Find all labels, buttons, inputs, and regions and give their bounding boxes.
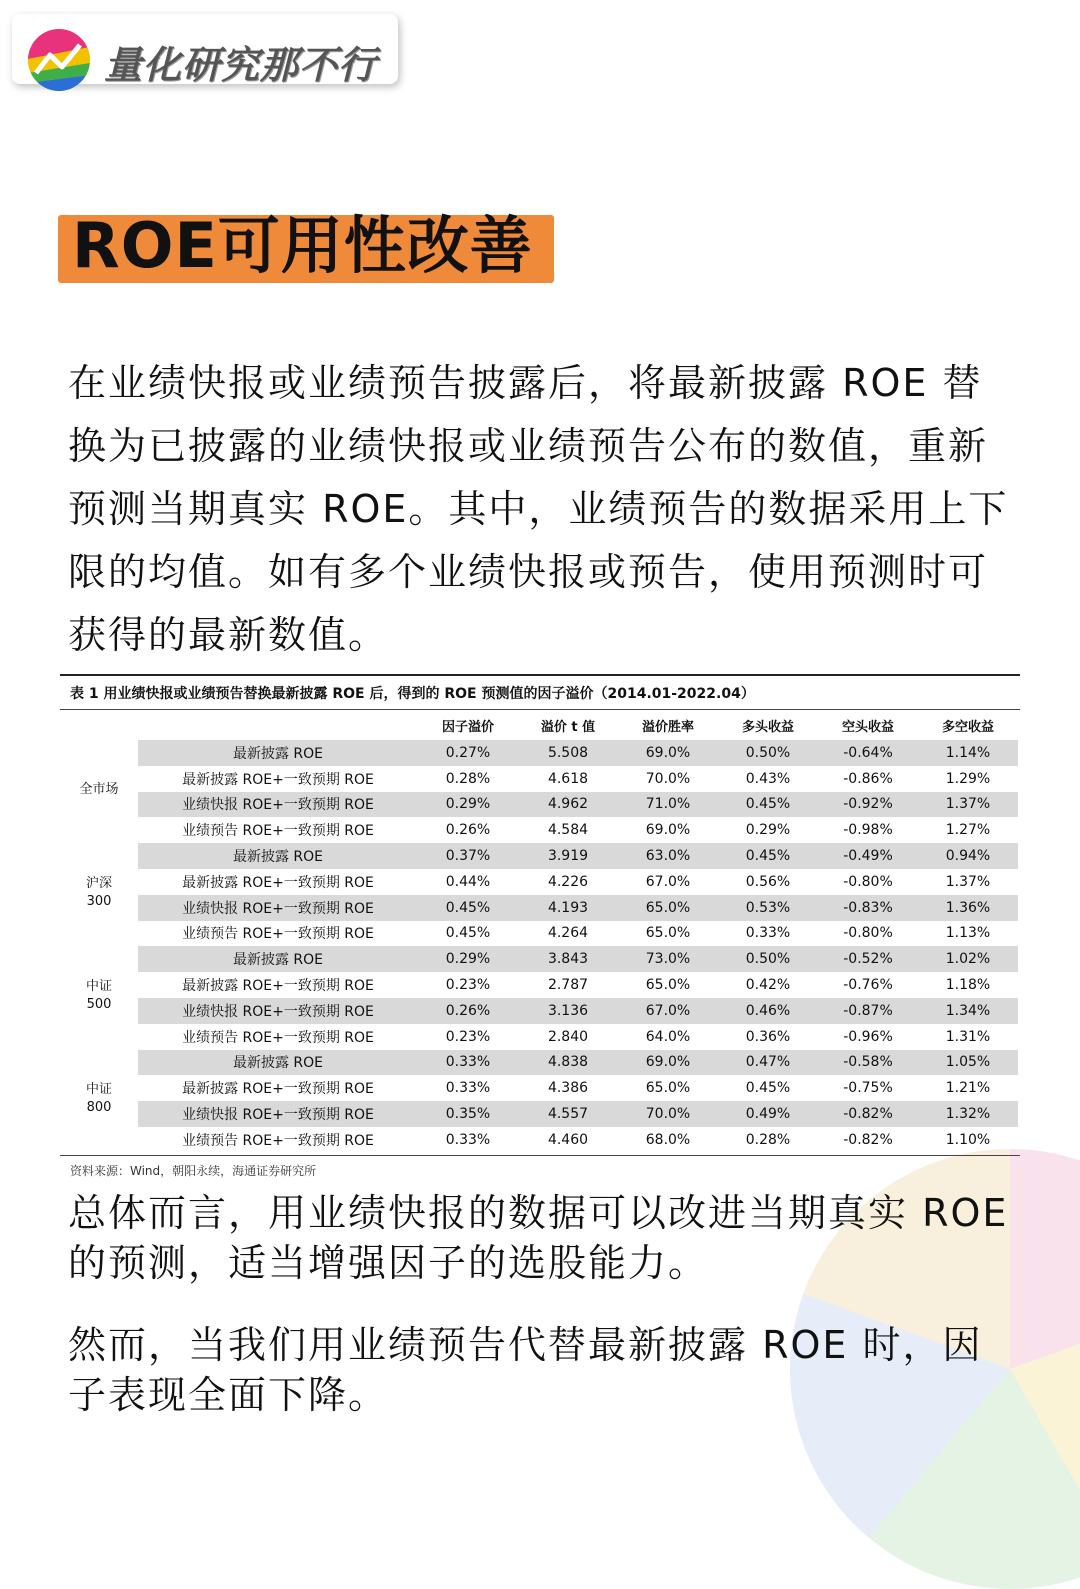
table-cell: 4.226 [547,873,589,890]
table-cell: 0.23% [445,977,491,994]
row-label: 业绩快报 ROE+一致预期 ROE [138,1101,418,1127]
table-cell: 4.584 [547,822,589,839]
table-cell: 69.0% [645,822,691,839]
table-cell: 0.42% [745,977,791,994]
table-cell: 1.10% [945,1131,991,1148]
row-label: 业绩快报 ROE+一致预期 ROE [138,998,418,1024]
table-cell: 1.02% [918,946,1018,972]
table-cell: 1.05% [918,1050,1018,1076]
table-cell: -0.82% [843,1131,893,1148]
table-cell: 4.386 [547,1080,589,1097]
row-label: 业绩预告 ROE+一致预期 ROE [182,926,374,943]
table-cell: 0.45% [445,925,491,942]
table-cell: -0.87% [818,998,918,1024]
table-cell: -0.52% [818,946,918,972]
table-cell: 0.29% [745,822,791,839]
brand-logo-icon [28,29,90,91]
table-cell: 1.31% [945,1028,991,1045]
header-long-return: 多头收益 [741,719,794,735]
table-cell: 70.0% [645,770,691,787]
table-cell: -0.92% [818,792,918,818]
table-cell: 0.50% [718,946,818,972]
table-cell: -0.96% [843,1028,893,1045]
table-cell: 0.29% [418,946,518,972]
table-cell: 0.28% [745,1131,791,1148]
header-factor-premium: 因子溢价 [441,719,494,735]
brand-badge [12,14,398,87]
factor-premium-table [60,674,1020,1185]
table-row [60,1050,1020,1076]
table-cell: 1.29% [945,770,991,787]
row-label: 最新披露 ROE [138,843,418,869]
row-label: 业绩预告 ROE+一致预期 ROE [182,1132,374,1149]
table-row [60,946,1020,972]
row-label: 最新披露 ROE [138,1050,418,1076]
row-label: 最新披露 ROE [138,740,418,766]
group-label: 中证 800 [85,1082,112,1116]
table-source: 资料来源：Wind，朝阳永续，海通证券研究所 [70,1163,317,1178]
table-cell: 0.23% [445,1028,491,1045]
header-win-rate: 溢价胜率 [641,719,694,735]
table-cell: -0.75% [843,1080,893,1097]
table-cell: 0.36% [745,1028,791,1045]
table-cell: 0.35% [418,1101,518,1127]
table-cell: 4.557 [518,1101,618,1127]
table-cell: 73.0% [618,946,718,972]
table-cell: 0.26% [445,822,491,839]
table-cell: 4.460 [547,1131,589,1148]
table-row [60,1024,1020,1050]
table-row [60,740,1020,766]
table-cell: 64.0% [645,1028,691,1045]
table-cell: 2.840 [547,1028,589,1045]
table-cell: 4.838 [518,1050,618,1076]
table-cell: -0.86% [843,770,893,787]
table-cell: 0.28% [445,770,491,787]
table-cell: 65.0% [645,1080,691,1097]
table-cell: 1.37% [945,873,991,890]
conclusion-paragraph: 然而，当我们用业绩预告代替最新披露 ROE 时，因子表现全面下降。 [68,1323,983,1417]
table-cell: 0.27% [418,740,518,766]
table-cell: 3.843 [518,946,618,972]
table-cell: 0.45% [745,1080,791,1097]
row-label: 业绩预告 ROE+一致预期 ROE [182,823,374,840]
table-cell: 67.0% [645,873,691,890]
table-cell: -0.98% [843,822,893,839]
table-cell: 0.33% [745,925,791,942]
table-cell: 63.0% [618,843,718,869]
group-label: 沪深 300 [85,875,112,909]
row-label: 业绩快报 ROE+一致预期 ROE [138,792,418,818]
table-cell: 1.34% [918,998,1018,1024]
table-cell: -0.64% [818,740,918,766]
table-cell: 0.26% [418,998,518,1024]
table-cell: -0.80% [843,873,893,890]
table-row [60,998,1020,1024]
table-cell: 0.56% [745,873,791,890]
table-cell: 3.919 [518,843,618,869]
table-cell: 0.33% [445,1080,491,1097]
table-cell: 0.47% [718,1050,818,1076]
table-cell: 5.508 [518,740,618,766]
table-row [60,1075,1020,1101]
table-cell: 0.45% [418,895,518,921]
table-body [60,740,1020,1153]
table-cell: 1.36% [918,895,1018,921]
table-cell: 0.53% [718,895,818,921]
table-cell: 1.32% [918,1101,1018,1127]
table-cell: 1.18% [945,977,991,994]
table-cell: -0.58% [818,1050,918,1076]
table-row [60,766,1020,792]
row-label: 最新披露 ROE+一致预期 ROE [182,874,374,891]
table-cell: -0.76% [843,977,893,994]
row-label: 最新披露 ROE+一致预期 ROE [182,771,374,788]
header-short-return: 空头收益 [841,719,894,735]
table-cell: 4.962 [518,792,618,818]
table-cell: 0.33% [445,1131,491,1148]
table-cell: 1.13% [945,925,991,942]
table-cell: -0.83% [818,895,918,921]
page-title: ROE可用性改善 [72,209,533,282]
table-cell: 65.0% [645,977,691,994]
table-cell: 4.618 [547,770,589,787]
table-cell: 4.264 [547,925,589,942]
table-row [60,869,1020,895]
table-cell: 69.0% [618,1050,718,1076]
table-cell: 0.94% [918,843,1018,869]
row-label: 业绩预告 ROE+一致预期 ROE [182,1029,374,1046]
table-cell: 0.29% [418,792,518,818]
table-cell: 65.0% [618,895,718,921]
table-cell: 0.37% [418,843,518,869]
table-cell: -0.82% [818,1101,918,1127]
table-cell: 3.136 [518,998,618,1024]
table-cell: 0.45% [718,792,818,818]
table-cell: -0.49% [818,843,918,869]
row-label: 最新披露 ROE [138,946,418,972]
row-label: 最新披露 ROE+一致预期 ROE [182,978,374,995]
group-label: 全市场 [79,781,119,797]
header-long-short-return: 多空收益 [941,719,994,735]
table-row [60,1127,1020,1153]
row-label: 业绩快报 ROE+一致预期 ROE [138,895,418,921]
table-cell: 0.46% [718,998,818,1024]
table-row [60,895,1020,921]
table-cell: 68.0% [645,1131,691,1148]
table-row [60,843,1020,869]
table-cell: 0.43% [745,770,791,787]
table-cell: 70.0% [618,1101,718,1127]
table-header-row [60,710,1020,740]
table-cell: 1.27% [945,822,991,839]
brand-name: 量化研究那不行 [104,43,378,87]
table-cell: 1.37% [918,792,1018,818]
table-caption: 表 1 用业绩快报或业绩预告替换最新披露 ROE 后，得到的 ROE 预测值的因子溢价（2014.01-2022.04） [70,686,755,702]
table-cell: 0.44% [445,873,491,890]
table-cell: 69.0% [618,740,718,766]
table-cell: 71.0% [618,792,718,818]
table-cell: 67.0% [618,998,718,1024]
row-label: 最新披露 ROE+一致预期 ROE [182,1081,374,1098]
table-cell: 2.787 [547,977,589,994]
table-cell: 1.14% [918,740,1018,766]
table-row [60,972,1020,998]
table-row [60,792,1020,818]
table-cell: 0.45% [718,843,818,869]
table-cell: 0.33% [418,1050,518,1076]
table-cell: 4.193 [518,895,618,921]
table-row [60,817,1020,843]
summary-paragraph: 总体而言，用业绩快报的数据可以改进当期真实 ROE 的预测，适当增强因子的选股能力。 [68,1191,1009,1285]
table-row [60,921,1020,947]
table-cell: 0.49% [718,1101,818,1127]
table-cell: 0.50% [718,740,818,766]
table-cell: 65.0% [645,925,691,942]
header-premium-t: 溢价 t 值 [540,719,596,735]
table-cell: -0.80% [843,925,893,942]
intro-paragraph: 在业绩快报或业绩预告披露后，将最新披露 ROE 替换为已披露的业绩快报或业绩预告公布的数值，重新预测当期真实 ROE。其中，业绩预告的数据采用上下限的均值。如有多个业绩快报或预告，使用预测时可获得的最新数值。 [68,361,1009,657]
table-row [60,1101,1020,1127]
table-cell: 1.21% [945,1080,991,1097]
group-label: 中证 500 [85,979,112,1012]
